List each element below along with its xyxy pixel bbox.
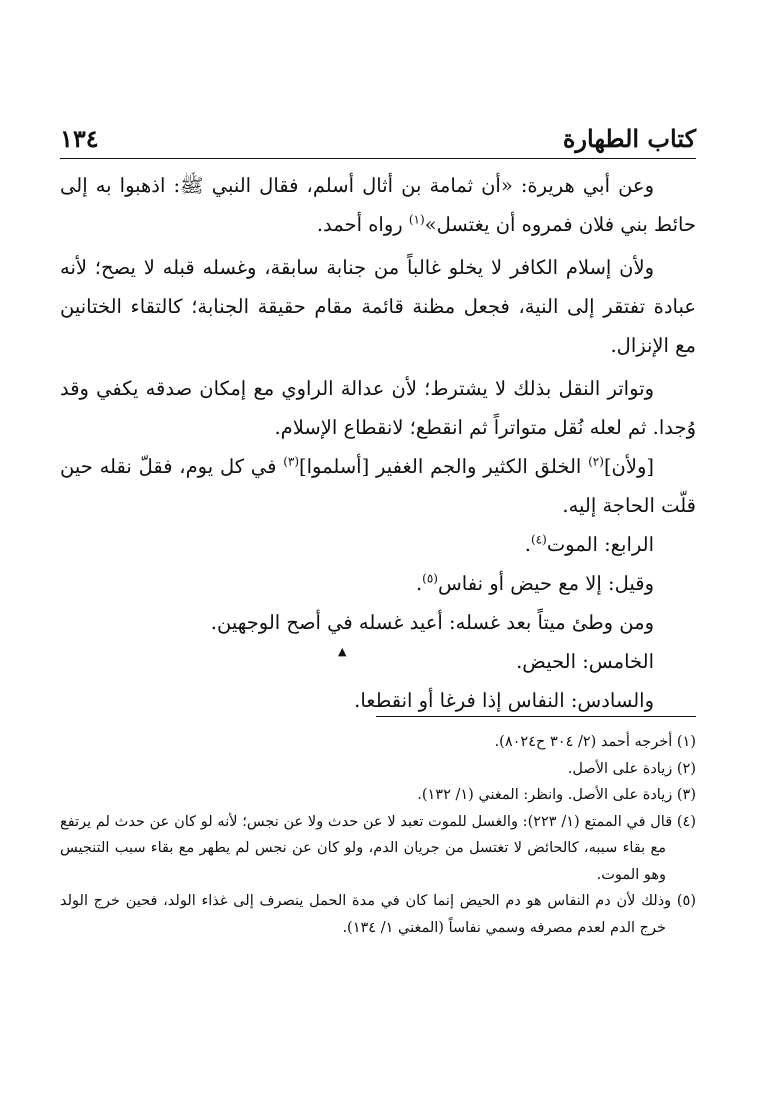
paragraph-converts [60, 447, 696, 525]
hadith-source: رواه أحمد. [316, 213, 409, 236]
footnote-4: (٤) قال في الممتع (١/ ٢٢٣): والغسل للموت تعبد لا عن حدث ولا عن نجس؛ لأنه لو كان عن حدث لم يرتفع مع بقاء سببه، كالحائض لا تغتسل من جريان الدم، ولو كان عن نجس لم يطهر مع بقاء سبب التنجيس وهو الموت. [60, 813, 697, 883]
paragraph-fifth-menses: الخامس: الحيض. [516, 650, 654, 673]
footnotes [60, 729, 696, 941]
paragraph-dead-intercourse: ومن وطئ ميتاً بعد غسله: أعيد غسله في أصح الوجهين. [210, 611, 654, 634]
footnote-2: (٢) زيادة على الأصل. [567, 760, 696, 777]
page-number: ١٣٤ [60, 123, 99, 153]
footnote-1: (١) أخرجه أحمد (٢/ ٣٠٤ ح٨٠٢٤). [494, 734, 696, 750]
paragraph-exception [60, 564, 696, 603]
converts-text-end: في كل يوم، فقلّ نقله حين قلّت الحاجة إليه. [60, 455, 696, 517]
paragraph-transmission: وتواتر النقل بذلك لا يشترط؛ لأن عدالة الراوي مع إمكان صدقه يكفي وقد وُجدا. ثم لعله نُقل متواتراً ثم انقطع؛ لانقطاع الإسلام. [60, 377, 696, 439]
hadith-text: وعن أبي هريرة: «أن ثمامة بن أثال أسلم، فقال النبي ﷺ: اذهبوا به إلى حائط بني فلان فمروه أن يغتسل» [60, 174, 696, 236]
footnote-ref-3: (٣) [283, 454, 300, 469]
paragraph-hadith [60, 166, 696, 244]
page-header [60, 118, 696, 159]
period: . [415, 572, 423, 595]
period: . [524, 533, 531, 556]
exception-text: وقيل: إلا مع حيض أو نفاس [437, 572, 654, 595]
paragraph-fourth-death [60, 525, 696, 564]
main-text [60, 166, 696, 720]
footnote-3: (٣) زيادة على الأصل. وانظر: المغني (١/ ١٣٢). [417, 787, 696, 803]
paragraph-sixth-nifas: والسادس: النفاس إذا فرغا أو انقطعا. [354, 689, 654, 712]
footnote-separator [376, 716, 696, 717]
stray-mark: ▲ [338, 645, 347, 658]
book-title: كتاب الطهارة [562, 123, 696, 153]
bracket-addition-1: [ولأن] [603, 455, 655, 478]
paragraph-islam-ruling: ولأن إسلام الكافر لا يخلو غالباً من جنابة سابقة، وغسله قبله لا يصح؛ لأنه عبادة تفتقر إلى النية، فجعل مظنة قائمة مقام حقيقة الجنابة؛ كالتقاء الختانين مع الإنزال. [60, 256, 696, 357]
footnote-5: (٥) وذلك لأن دم النفاس هو دم الحيض إنما كان في مدة الحمل ينصرف إلى غذاء الولد، فحين خرج الولد خرج الدم لعدم مصرفه وسمي نفاساً (المغني ١/ ١٣٤). [60, 893, 696, 936]
footnote-ref-5: (٥) [422, 571, 438, 586]
footnote-ref-4: (٤) [530, 532, 547, 547]
converts-text: الخلق الكثير والجم الغفير [أسلموا] [299, 455, 589, 478]
fourth-text: الرابع: الموت [546, 533, 654, 556]
footnote-ref-1: (١) [408, 212, 425, 227]
footnote-ref-2: (٢) [588, 454, 604, 469]
